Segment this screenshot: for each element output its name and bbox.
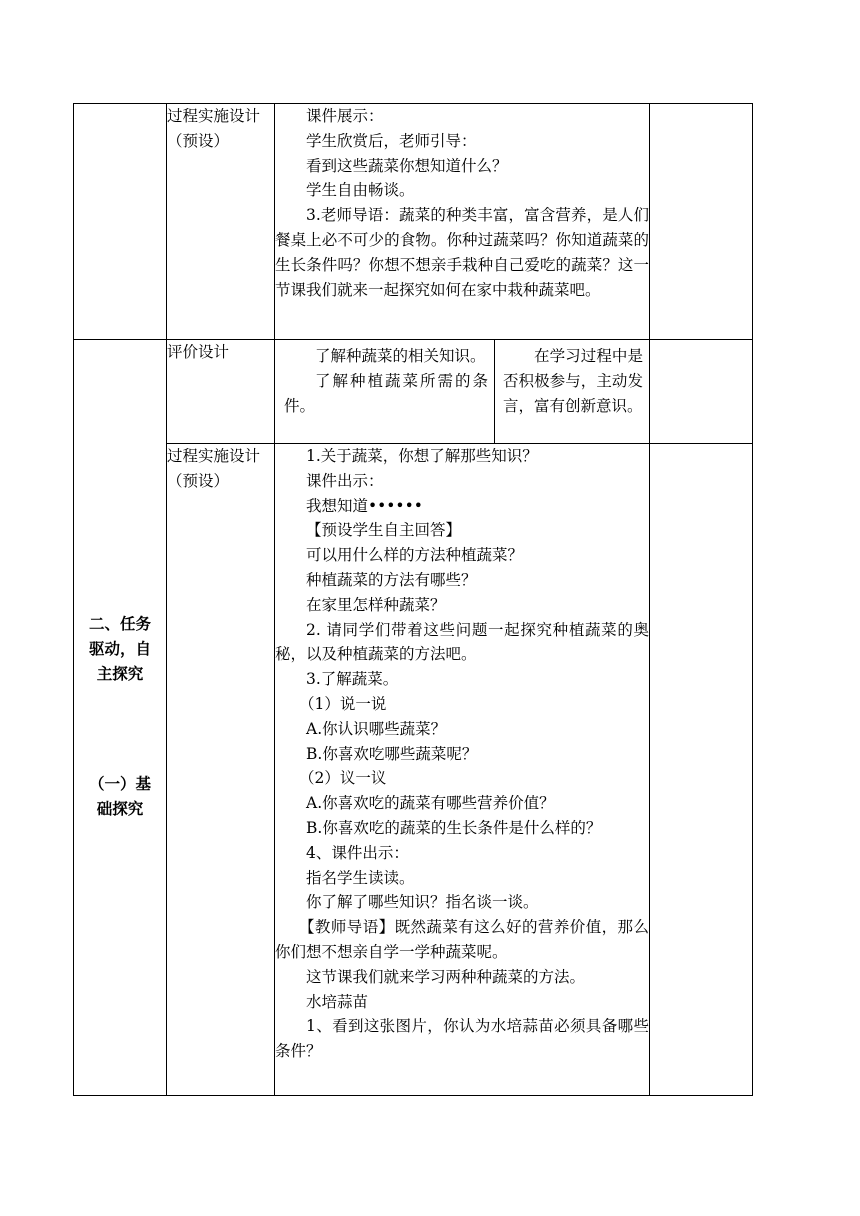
content-line: 了解种蔬菜的相关知识。 <box>315 347 486 365</box>
content-line: 1.关于蔬菜，你想了解那些知识？ <box>306 447 538 465</box>
content-line: 种植蔬菜的方法有哪些？ <box>306 570 477 589</box>
content-line: 你了解了哪些知识？指名谈一谈。 <box>306 893 539 912</box>
content-line: 这节课我们就来学习两种种蔬菜的方法。 <box>306 967 586 986</box>
row-label <box>167 104 275 340</box>
stage-subtitle: （一）基础探究 <box>88 775 151 819</box>
evaluation-split <box>275 340 649 443</box>
content-line: 我想知道•••••• <box>306 496 423 515</box>
content-line: 课件出示： <box>306 471 384 490</box>
content-line: 在家里怎样种蔬菜？ <box>306 595 446 614</box>
content-line: 水培蒜苗 <box>306 992 369 1011</box>
evaluation-cell <box>275 340 650 444</box>
stage-title: 二、任务驱动，自主探究 <box>88 615 151 683</box>
content-line: 2. 请同学们带着这些问题一起探究种植蔬菜的奥秘，以及种植蔬菜的方法吧。 <box>275 620 649 664</box>
content-line: 在学习过程中是否积极参与，主动发言，富有创新意识。 <box>503 347 643 415</box>
content-line: 指名学生读读。 <box>306 868 415 887</box>
content-line: 了解种植蔬菜所需的条件。 <box>284 371 488 415</box>
row-label-text: 过程实施设计（预设） <box>167 107 261 150</box>
row-label <box>167 340 275 444</box>
content-line: 可以用什么样的方法种植蔬菜？ <box>306 546 524 565</box>
content-line: B.你喜欢吃的蔬菜的生长条件是什么样的？ <box>306 818 602 837</box>
note-cell <box>650 340 753 444</box>
stage-cell <box>74 340 167 1096</box>
content-line: 课件展示： <box>306 107 384 125</box>
row-label <box>167 444 275 1096</box>
content-cell <box>275 104 650 340</box>
note-cell <box>650 444 753 1096</box>
content-line: 学生自由畅谈。 <box>306 181 415 200</box>
content-line: （2）议一议 <box>299 769 387 788</box>
content-line: 3.了解蔬菜。 <box>306 670 399 689</box>
content-line: 【预设学生自主回答】 <box>306 521 462 540</box>
content-line: （1）说一说 <box>299 694 387 713</box>
content-line: 4、课件出示： <box>306 843 409 862</box>
content-line: 学生欣赏后，老师引导： <box>306 131 477 150</box>
note-cell <box>650 104 753 340</box>
content-line: 【教师导语】既然蔬菜有这么好的营养价值，那么你们想不想亲自学一学种蔬菜呢。 <box>275 918 649 961</box>
content-line: 3.老师导语：蔬菜的种类丰富，富含营养，是人们餐桌上必不可少的食物。你种过蔬菜吗？你知道蔬菜的生长条件吗？你想不想亲手栽种自己爱吃的蔬菜？这一节课我们就来一起探究如何在家中栽种蔬菜吧。 <box>275 206 649 299</box>
table-row <box>74 340 753 444</box>
content-line: 1、看到这张图片，你认为水培蒜苗必须具备哪些条件？ <box>275 1017 649 1061</box>
content-cell <box>275 444 650 1096</box>
content-line: A.你认识哪些蔬菜？ <box>306 719 447 738</box>
content-line: A.你喜欢吃的蔬菜有哪些营养价值？ <box>306 794 555 813</box>
evaluation-knowledge <box>275 340 495 443</box>
table-row <box>74 444 753 1096</box>
row-label-text: 评价设计 <box>167 343 230 361</box>
evaluation-criteria <box>495 340 649 443</box>
row-label-text: 过程实施设计（预设） <box>167 447 261 490</box>
content-line: B.你喜欢吃哪些蔬菜呢？ <box>306 744 478 763</box>
stage-cell-empty <box>74 104 167 340</box>
lesson-plan-table <box>73 103 753 1096</box>
content-line: 看到这些蔬菜你想知道什么？ <box>306 156 508 175</box>
table-row <box>74 104 753 340</box>
